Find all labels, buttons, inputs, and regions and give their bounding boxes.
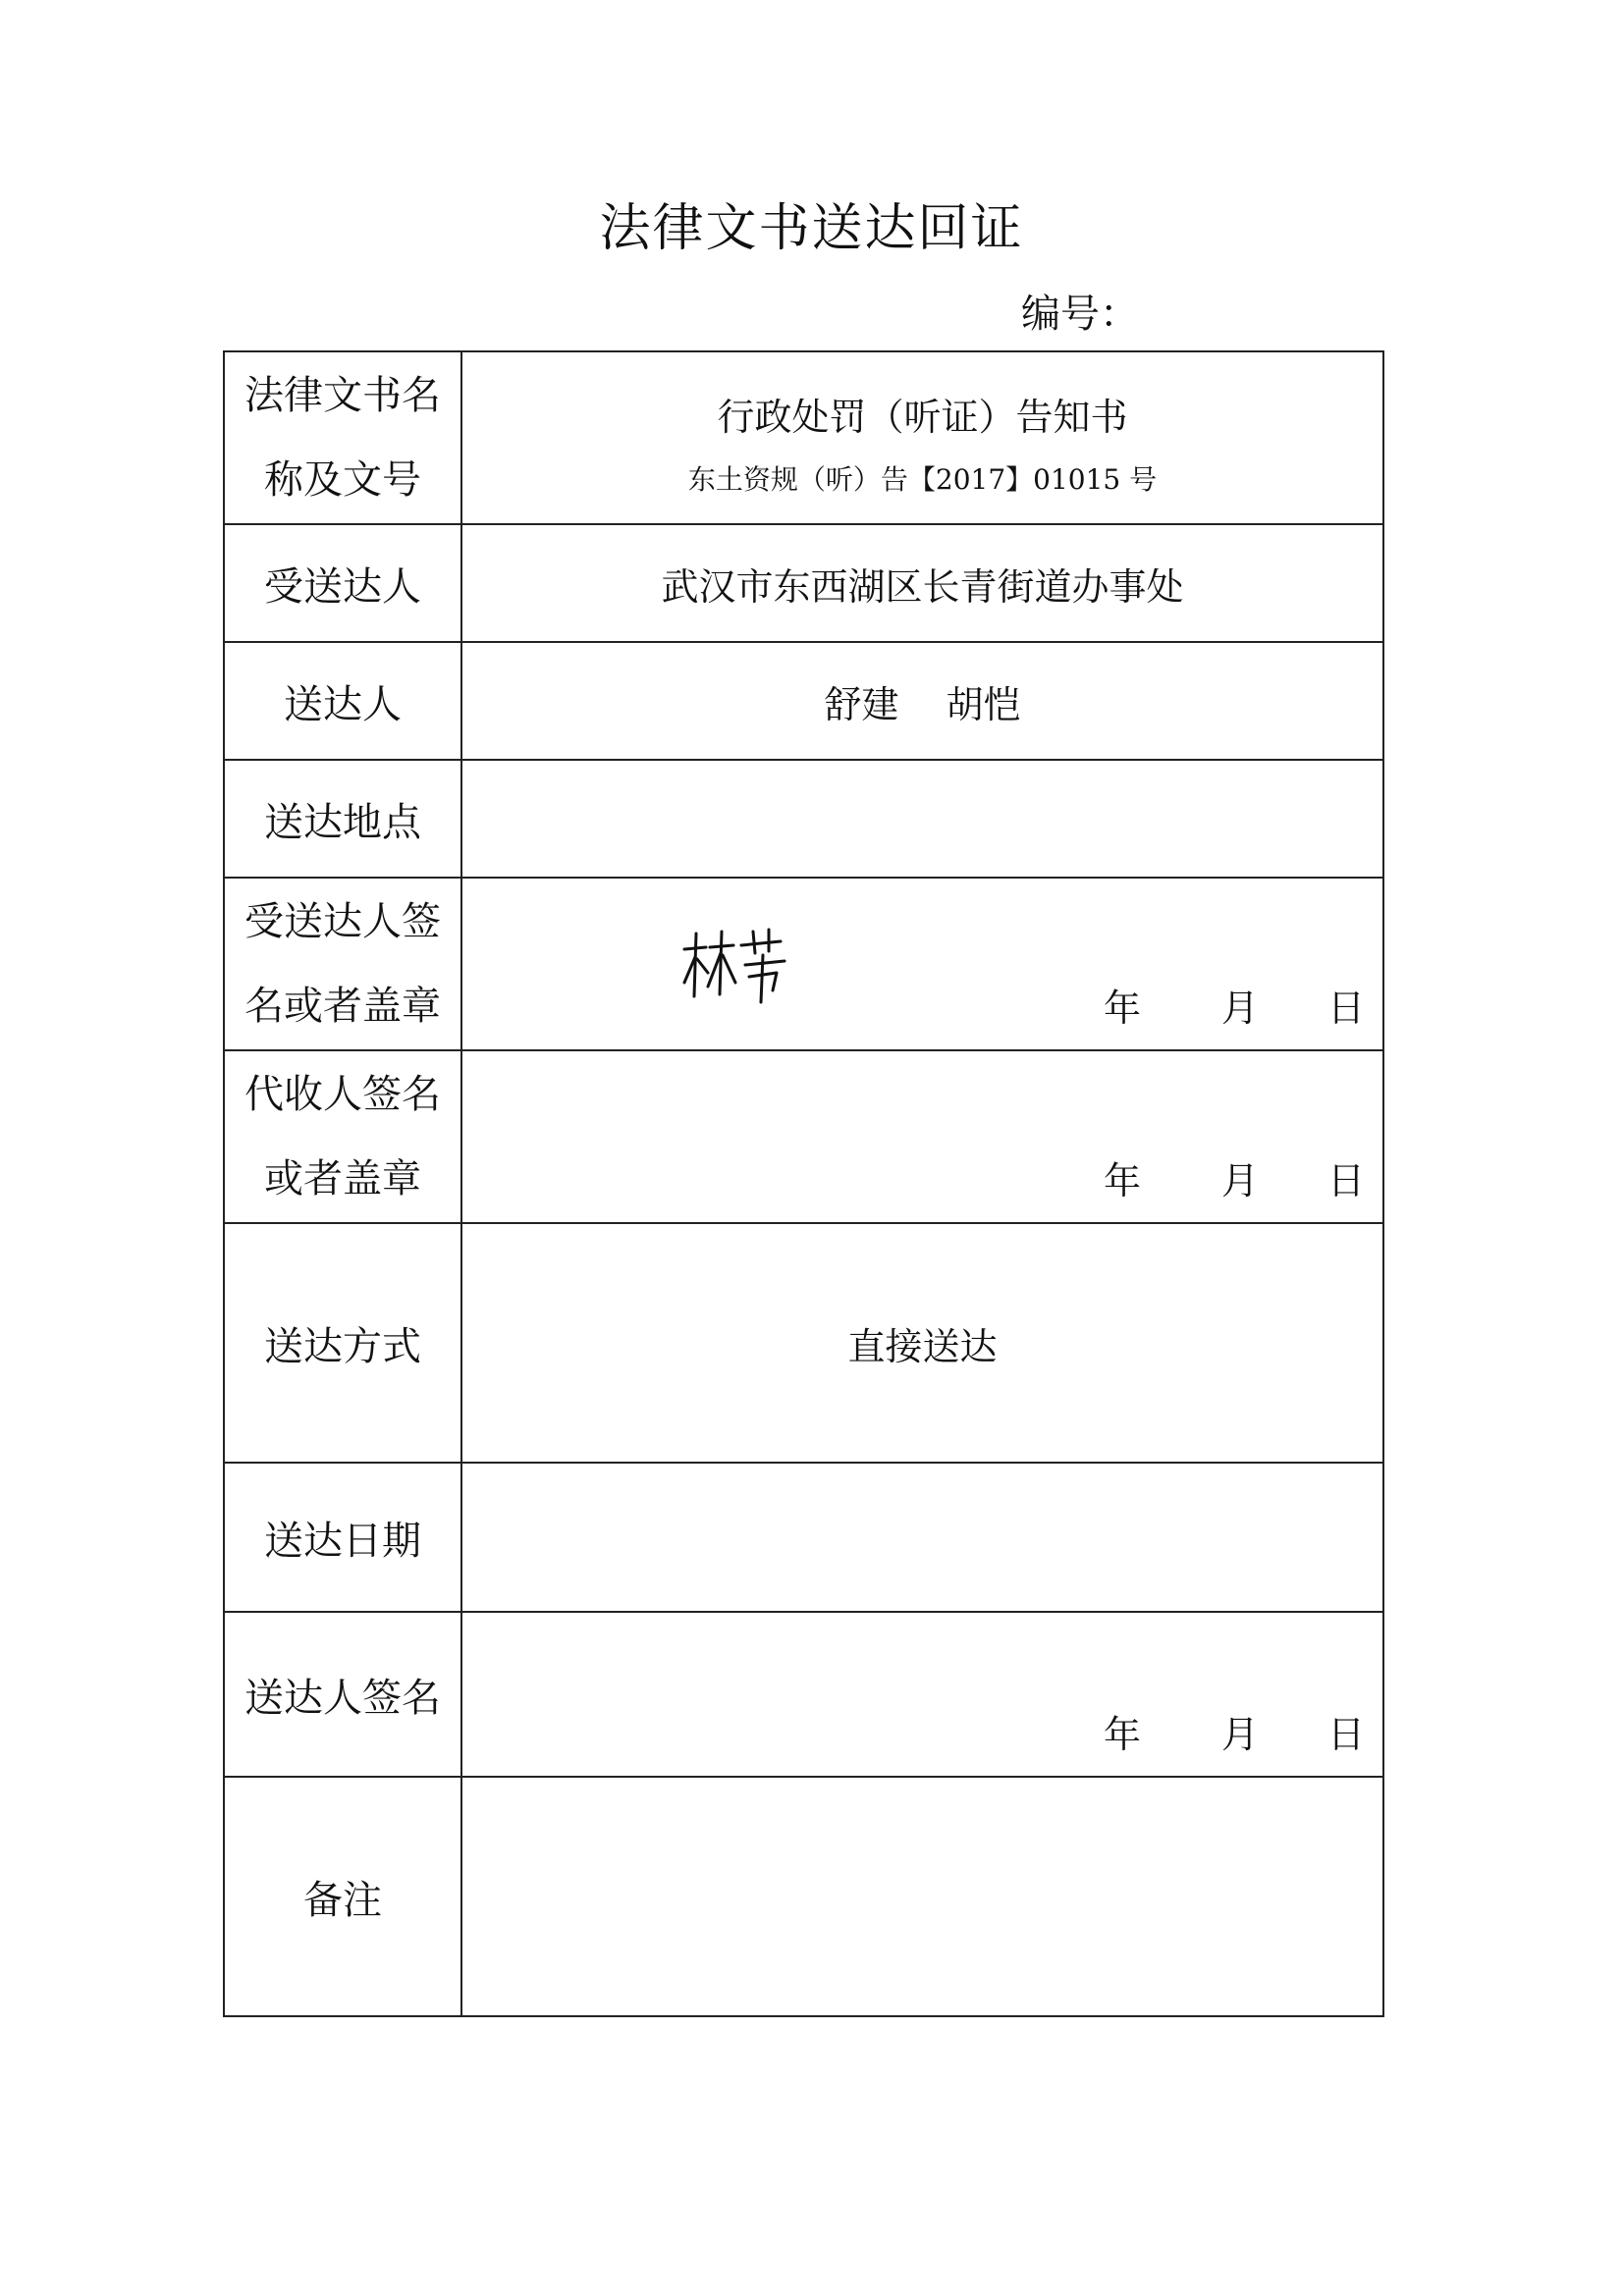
row-location (224, 760, 1383, 878)
label-server: 送达人 (224, 642, 461, 760)
date-year: 年 (1103, 987, 1141, 1030)
date-month: 月 (1220, 987, 1259, 1030)
handwritten-signature (678, 928, 796, 1006)
proxy-signature-date (1104, 1150, 1365, 1204)
date-day: 日 (1326, 1159, 1365, 1202)
label-location: 送达地点 (224, 760, 461, 878)
recipient-signature-date (1104, 978, 1365, 1032)
date-day: 日 (1326, 1713, 1365, 1756)
value-recipient: 武汉市东西湖区长青街道办事处 (461, 524, 1383, 642)
date-month: 月 (1220, 1159, 1259, 1202)
label-recipient-signature-line2: 名或者盖章 (244, 984, 441, 1029)
label-recipient-signature-line1: 受送达人签 (244, 899, 441, 944)
date-day: 日 (1326, 987, 1365, 1030)
label-remarks: 备注 (224, 1777, 461, 2016)
label-document-line1: 法律文书名 (244, 373, 441, 418)
label-server-signature: 送达人签名 (224, 1612, 461, 1777)
row-document (224, 351, 1383, 524)
value-method: 直接送达 (461, 1223, 1383, 1463)
row-proxy-signature (224, 1050, 1383, 1223)
row-server (224, 642, 1383, 760)
label-recipient-signature (224, 878, 461, 1050)
server-signature-date (1104, 1704, 1365, 1758)
server-name-1: 舒建 (824, 682, 899, 726)
label-document-line2: 称及文号 (264, 457, 421, 503)
label-proxy-signature (224, 1050, 461, 1223)
page-title: 法律文书送达回证 (599, 199, 1024, 258)
value-document (461, 351, 1383, 524)
value-location (461, 760, 1383, 878)
date-year: 年 (1103, 1713, 1141, 1756)
value-remarks (461, 1777, 1383, 2016)
label-proxy-signature-line2: 或者盖章 (264, 1156, 421, 1201)
service-receipt-table (223, 350, 1384, 2017)
row-server-signature (224, 1612, 1383, 1777)
number-label: 编号： (1021, 292, 1139, 337)
label-date: 送达日期 (224, 1463, 461, 1612)
label-recipient: 受送达人 (224, 524, 461, 642)
date-month: 月 (1220, 1713, 1259, 1756)
value-date (461, 1463, 1383, 1612)
server-name-2: 胡恺 (946, 682, 1021, 726)
row-remarks (224, 1777, 1383, 2016)
row-recipient (224, 524, 1383, 642)
row-recipient-signature (224, 878, 1383, 1050)
document-number: 东土资规（听）告【2017】01015 号 (687, 462, 1158, 496)
row-date (224, 1463, 1383, 1612)
label-proxy-signature-line1: 代收人签名 (244, 1072, 441, 1117)
row-method (224, 1223, 1383, 1463)
date-year: 年 (1103, 1159, 1141, 1202)
value-server (461, 642, 1383, 760)
document-title: 行政处罚（听证）告知书 (717, 395, 1128, 439)
value-proxy-signature (461, 1050, 1383, 1223)
value-server-signature (461, 1612, 1383, 1777)
label-method: 送达方式 (224, 1223, 461, 1463)
value-recipient-signature (461, 878, 1383, 1050)
label-document (224, 351, 461, 524)
